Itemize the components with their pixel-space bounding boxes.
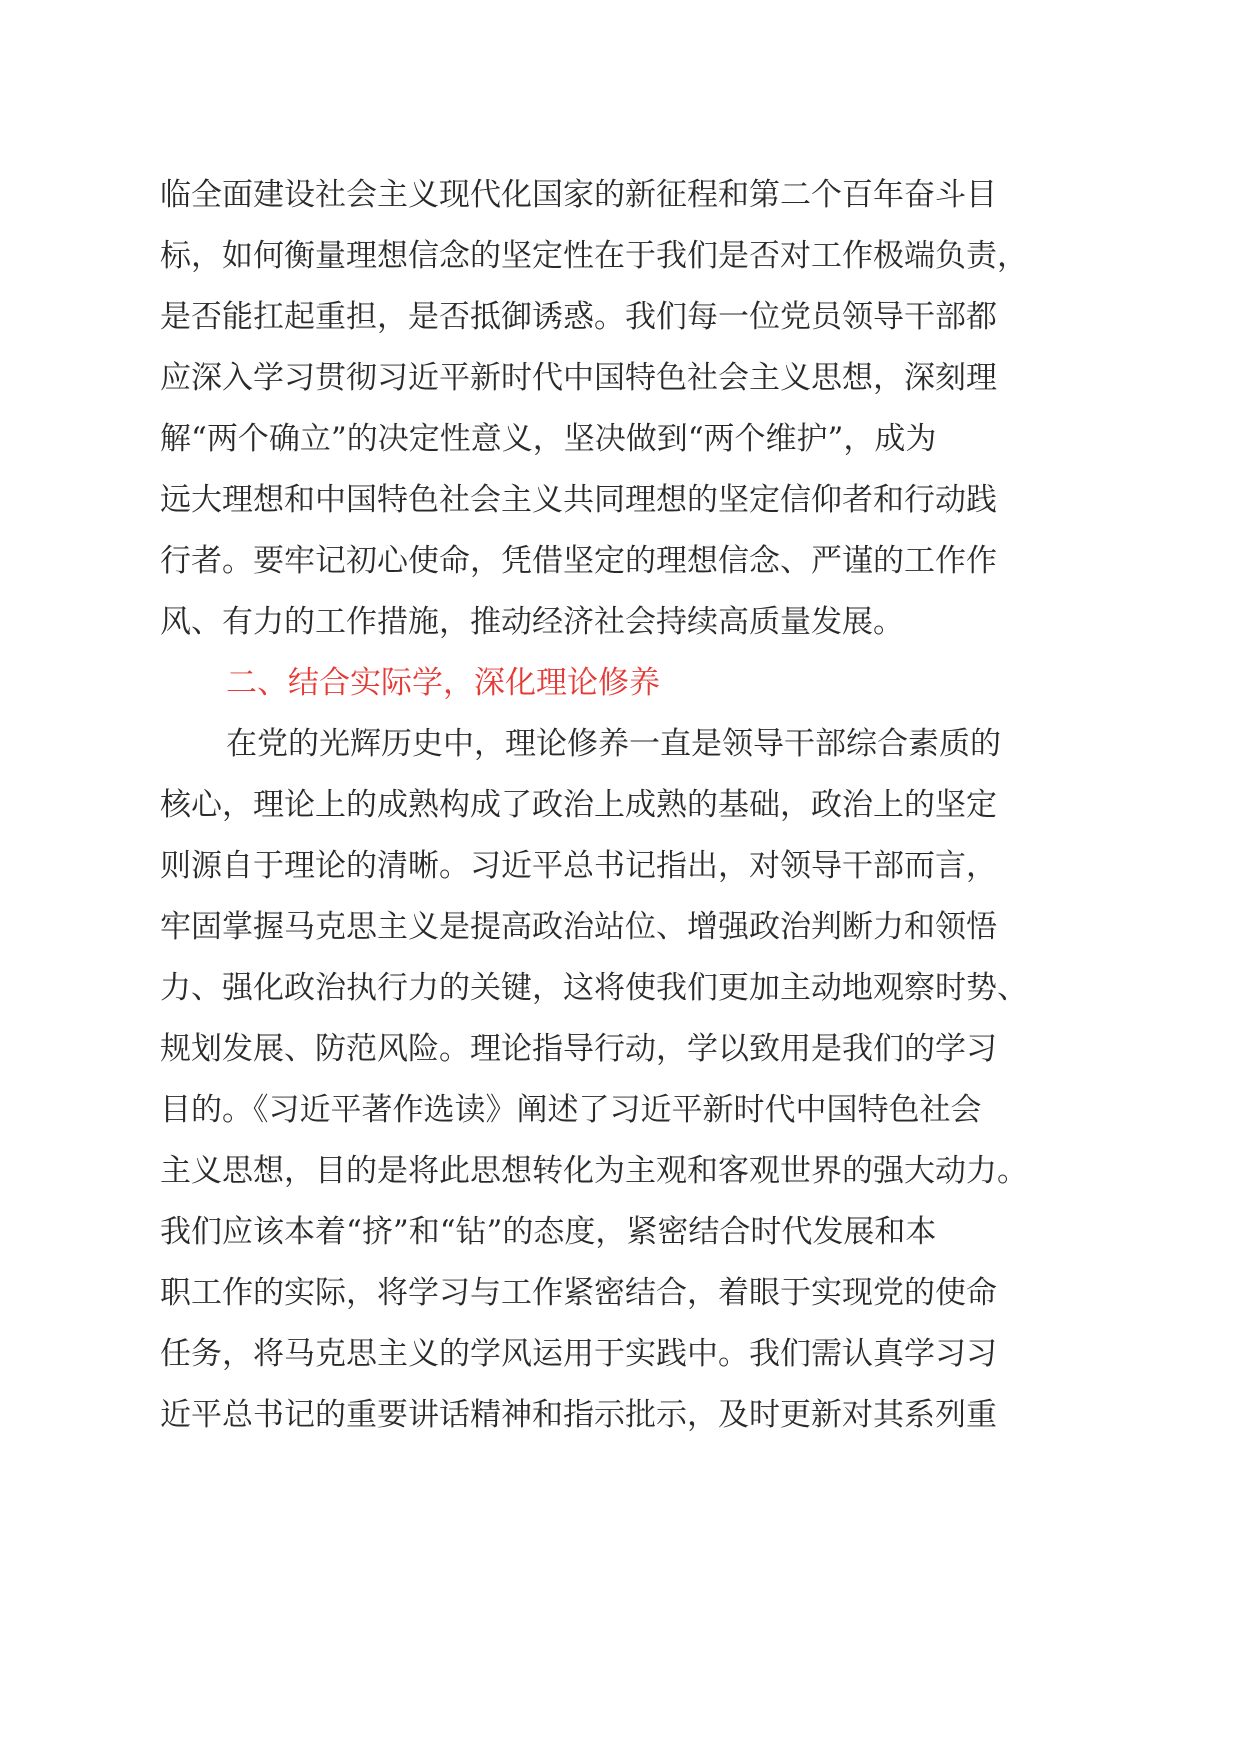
body-line-6: 远大理想和中国特色社会主义共同理想的坚定信仰者和行动践 (160, 482, 997, 518)
body-line-17: 主义思想，目的是将此思想转化为主观和客观世界的强大动力。 (160, 1153, 1028, 1189)
body-line-18: 我们应该本着“挤”和“钻”的态度，紧密结合时代发展和本 (160, 1214, 937, 1250)
body-line-2: 标，如何衡量理想信念的坚定性在于我们是否对工作极端负责， (160, 238, 1028, 274)
body-line-12: 则源自于理论的清晰。习近平总书记指出，对领导干部而言， (160, 848, 997, 884)
body-line-19: 职工作的实际，将学习与工作紧密结合，着眼于实现党的使命 (160, 1275, 997, 1311)
body-line-13: 牢固掌握马克思主义是提高政治站位、增强政治判断力和领悟 (160, 909, 997, 945)
body-line-21: 近平总书记的重要讲话精神和指示批示，及时更新对其系列重 (160, 1397, 997, 1433)
body-line-1: 临全面建设社会主义现代化国家的新征程和第二个百年奋斗目 (160, 177, 997, 213)
body-line-16: 目的。《习近平著作选读》阐述了习近平新时代中国特色社会 (160, 1092, 982, 1128)
body-line-7: 行者。要牢记初心使命，凭借坚定的理想信念、严谨的工作作 (160, 543, 997, 579)
paragraph-first-line: 在党的光辉历史中，理论修养一直是领导干部综合素质的 (226, 726, 1001, 762)
body-line-11: 核心，理论上的成熟构成了政治上成熟的基础，政治上的坚定 (160, 787, 997, 823)
body-line-8: 风、有力的工作措施，推动经济社会持续高质量发展。 (160, 604, 904, 640)
body-line-3: 是否能扛起重担，是否抵御诱惑。我们每一位党员领导干部都 (160, 299, 997, 335)
section-heading: 二、结合实际学，深化理论修养 (226, 665, 660, 701)
body-line-4: 应深入学习贯彻习近平新时代中国特色社会主义思想，深刻理 (160, 360, 997, 396)
body-line-20: 任务，将马克思主义的学风运用于实践中。我们需认真学习习 (160, 1336, 997, 1372)
body-line-15: 规划发展、防范风险。理论指导行动，学以致用是我们的学习 (160, 1031, 997, 1067)
body-line-5: 解“两个确立”的决定性意义，坚决做到“两个维护”，成为 (160, 421, 937, 457)
body-line-14: 力、强化政治执行力的关键，这将使我们更加主动地观察时势、 (160, 970, 1028, 1006)
